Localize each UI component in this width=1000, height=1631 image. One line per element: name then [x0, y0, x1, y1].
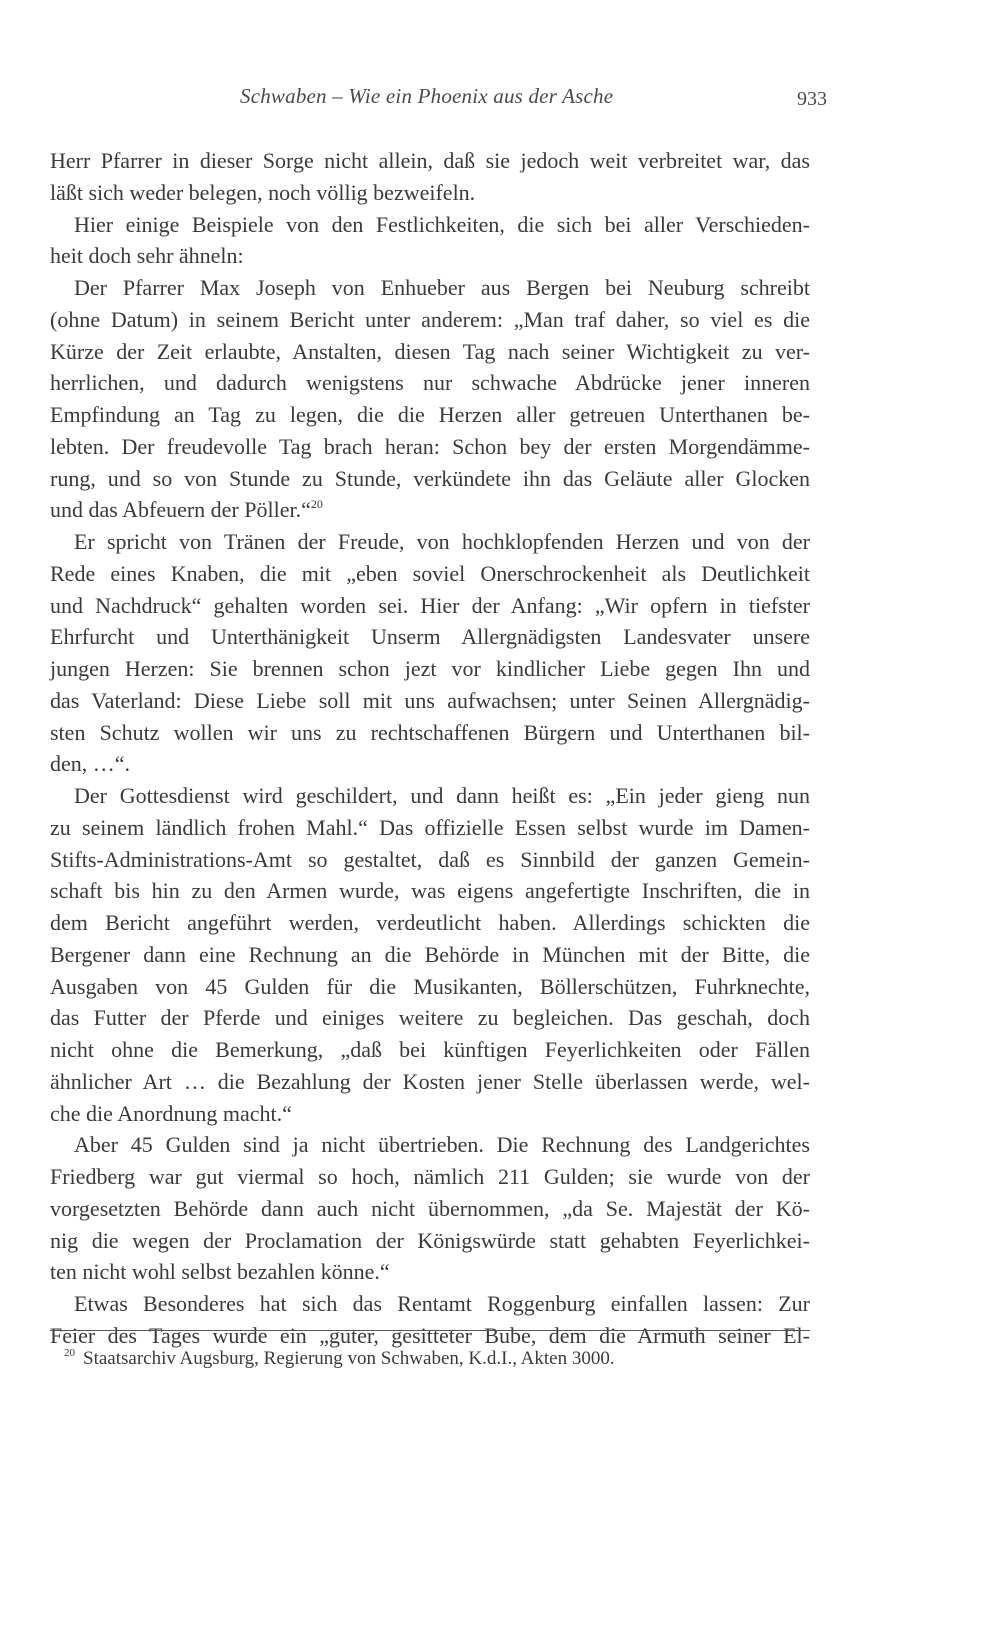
- text-line: jungen Herzen: Sie brennen schon jezt vor kindlicher Liebe gegen Ihn und: [50, 656, 810, 681]
- text-line: Bergener dann eine Rechnung an die Behörde in München mit der Bitte, die: [50, 941, 810, 967]
- text-line: Stifts-Administrations-Amt so gestaltet, daß es Sinnbild der ganzen Gemein-: [50, 846, 810, 872]
- text-line: ten nicht wohl selbst bezahlen könne.“: [50, 1259, 390, 1285]
- text-line: Feier des Tages wurde ein „guter, gesitteter Bube, dem die Armuth seiner El-: [50, 1322, 810, 1348]
- text-line: herrlichen, und dadurch wenigstens nur schwache Abdrücke jener inneren: [50, 370, 810, 396]
- text-line: [50, 494, 810, 526]
- text-line: das Futter der Pferde und einiges weitere zu begleichen. Das geschah, doch: [50, 1005, 810, 1031]
- page-number: 933: [797, 88, 827, 110]
- text-line-content: und das Abfeuern der Pöller.“: [50, 497, 311, 523]
- text-line: nicht ohne die Bemerkung, „daß bei künftigen Feyerlichkeiten oder Fällen: [50, 1037, 810, 1062]
- text-line: Hier einige Beispiele von den Festlichkeiten, die sich bei aller Verschieden-: [74, 211, 810, 237]
- text-line: Etwas Besonderes hat sich das Rentamt Roggenburg einfallen lassen: Zur: [74, 1291, 810, 1316]
- footnote-divider: [50, 1330, 810, 1331]
- text-line: lebten. Der freudevolle Tag brach heran: Schon bey der ersten Morgendämme-: [50, 433, 810, 459]
- text-line: vorgesetzten Behörde dann auch nicht übernommen, „da Se. Majestät der Kö-: [50, 1195, 810, 1221]
- text-line: nig die wegen der Proclamation der Königswürde statt gehabten Feyerlichkei-: [50, 1227, 810, 1253]
- text-line: und Nachdruck“ gehalten worden sei. Hier der Anfang: „Wir opfern in tiefster: [50, 592, 810, 618]
- text-line: den, …“.: [50, 751, 131, 777]
- text-line: rung, und so von Stunde zu Stunde, verkündete ihn das Geläute aller Glocken: [50, 465, 810, 491]
- text-line: das Vaterland: Diese Liebe soll mit uns aufwachsen; unter Seinen Allergnädig-: [50, 687, 810, 713]
- text-line: läßt sich weder belegen, noch völlig bezweifeln.: [50, 179, 476, 205]
- text-line: Friedberg war gut viermal so hoch, nämlich 211 Gulden; sie wurde von der: [50, 1164, 810, 1189]
- text-line: Rede eines Knaben, die mit „eben soviel Onerschrockenheit als Deutlichkeit: [50, 560, 810, 586]
- text-line: Der Gottesdienst wird geschildert, und dann heißt es: „Ein jeder gieng nun: [74, 783, 810, 808]
- text-line: Ehrfurcht und Unterthänigkeit Unserm Allergnädigsten Landesvater unsere: [50, 624, 810, 650]
- text-line: schaft bis hin zu den Armen wurde, was eigens angefertigte Inschriften, die in: [50, 878, 810, 904]
- text-line: che die Anordnung macht.“: [50, 1100, 292, 1126]
- text-line: Kürze der Zeit erlaubte, Anstalten, diesen Tag nach seiner Wichtigkeit zu ver-: [50, 338, 810, 364]
- text-line: Aber 45 Gulden sind ja nicht übertrieben. Die Rechnung des Landgerichtes: [74, 1132, 810, 1158]
- text-line: Ausgaben von 45 Gulden für die Musikanten, Böllerschützen, Fuhrknechte,: [50, 973, 810, 999]
- text-line: ähnlicher Art … die Bezahlung der Kosten jener Stelle überlassen werde, wel-: [50, 1068, 810, 1094]
- text-line: Der Pfarrer Max Joseph von Enhueber aus Bergen bei Neuburg schreibt: [74, 275, 810, 300]
- text-line: sten Schutz wollen wir uns zu rechtschaffenen Bürgern und Unterthanen bil-: [50, 719, 810, 745]
- running-head: Schwaben – Wie ein Phoenix aus der Asche: [240, 84, 614, 108]
- footnote-reference: 20: [310, 497, 323, 512]
- body-text: [50, 145, 810, 1352]
- text-line: Er spricht von Tränen der Freude, von hochklopfenden Herzen und von der: [74, 529, 810, 554]
- text-line: zu seinem ländlich frohen Mahl.“ Das offizielle Essen selbst wurde im Damen-: [50, 814, 810, 840]
- text-line: heit doch sehr ähneln:: [50, 243, 244, 269]
- footnote-text: Staatsarchiv Augsburg, Regierung von Schwaben, K.d.I., Akten 3000.: [83, 1348, 615, 1369]
- text-line: Herr Pfarrer in dieser Sorge nicht allein, daß sie jedoch weit verbreitet war, das: [50, 148, 810, 173]
- text-line: dem Bericht angeführt werden, verdeutlicht haben. Allerdings schickten die: [50, 910, 810, 935]
- footnote: [64, 1348, 615, 1370]
- text-line: Empfindung an Tag zu legen, die die Herzen aller getreuen Unterthanen be-: [50, 402, 810, 427]
- footnote-number: 20: [64, 1347, 75, 1359]
- text-line: (ohne Datum) in seinem Bericht unter anderem: „Man traf daher, so viel es die: [50, 306, 810, 332]
